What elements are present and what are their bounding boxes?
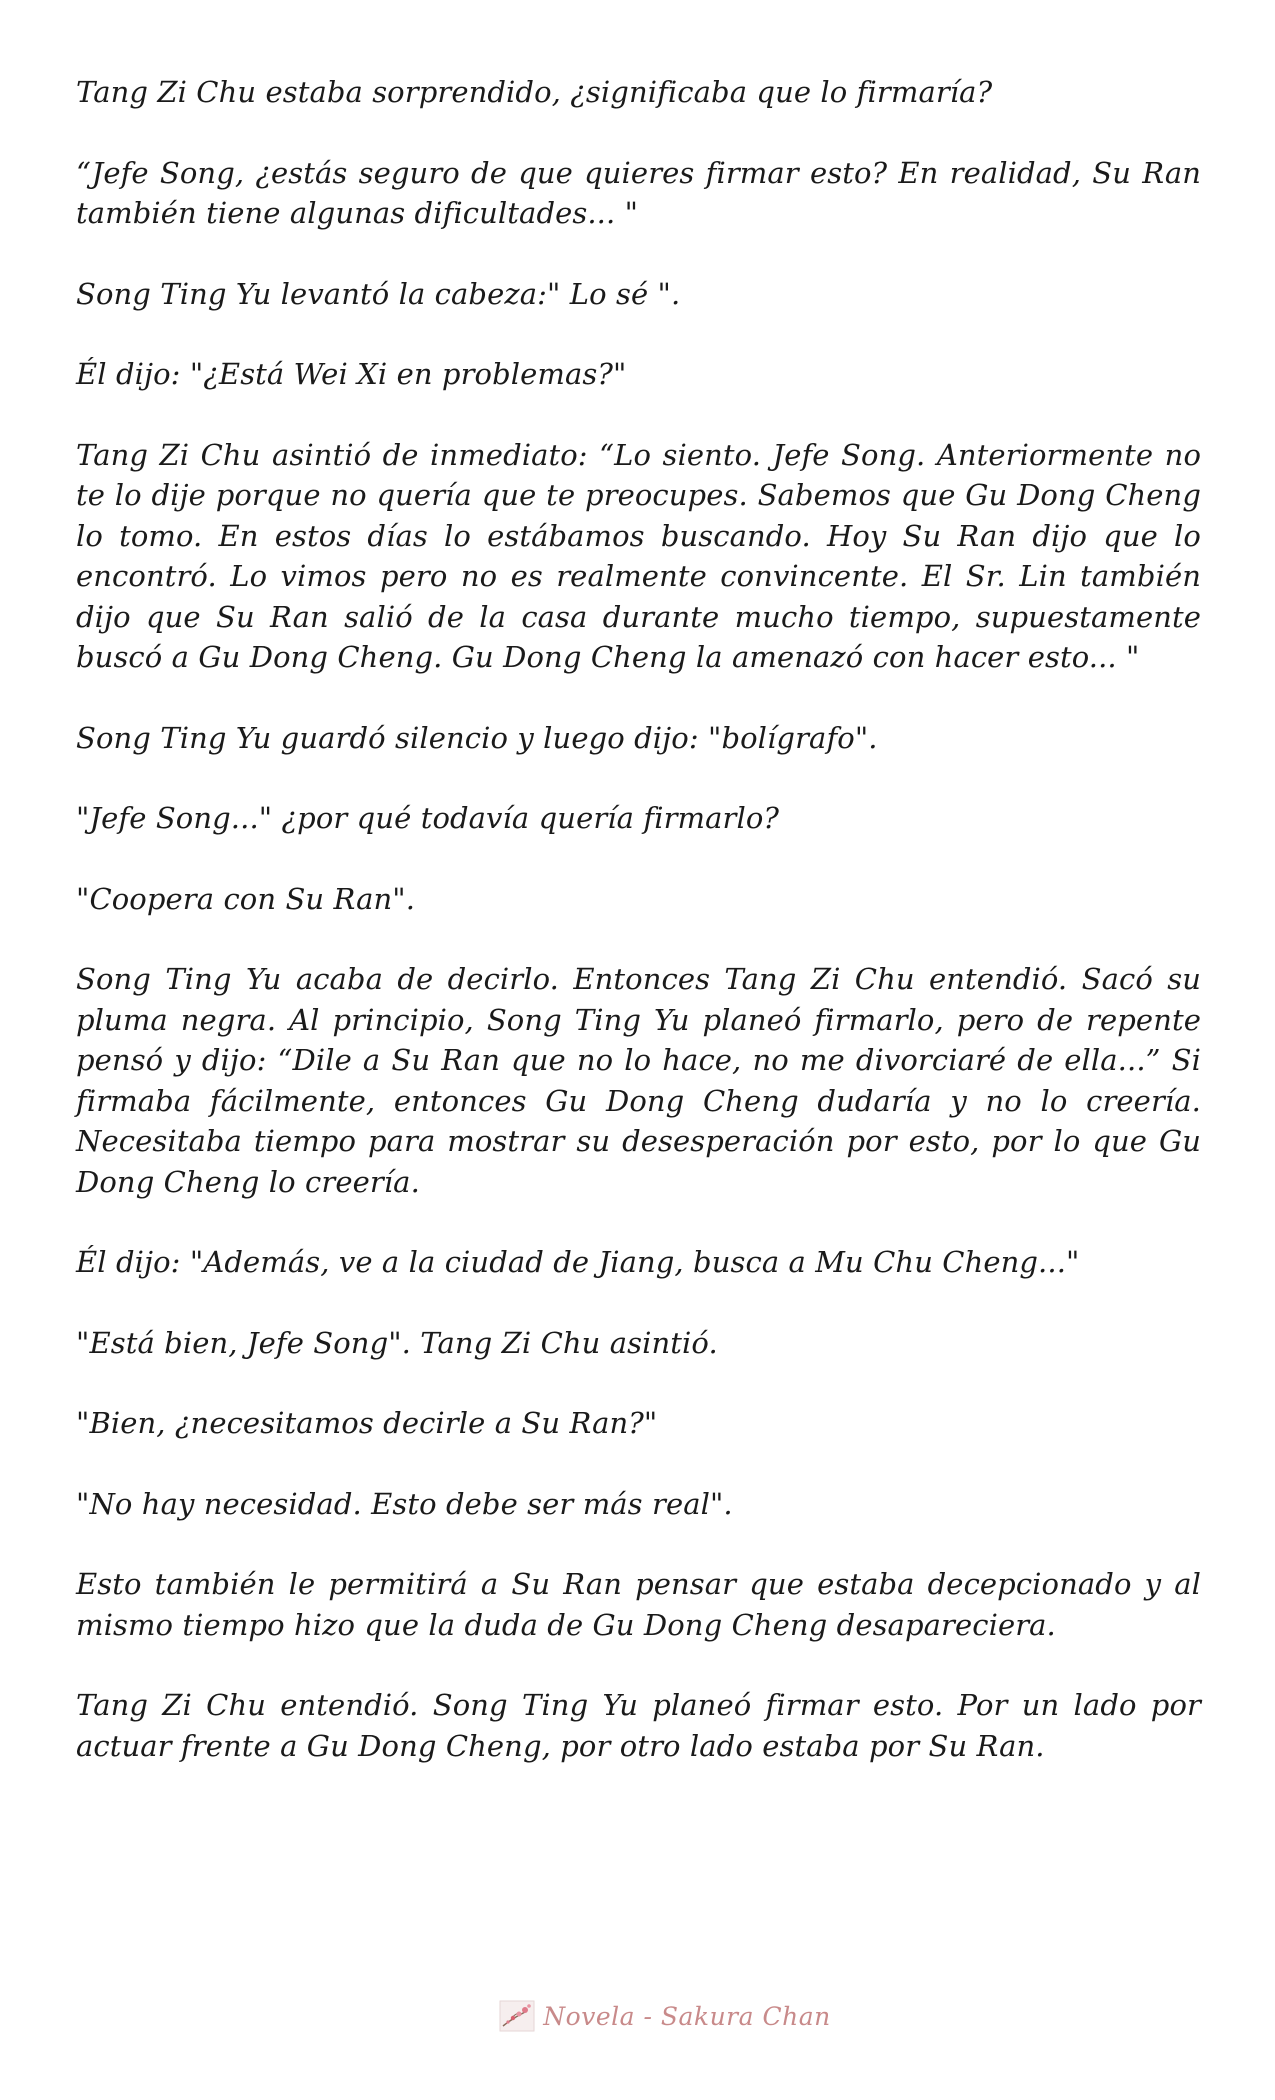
paragraph: “Jefe Song, ¿estás seguro de que quieres firmar esto? En realidad, Su Ran también tiene algunas dificultades... " (76, 155, 1201, 230)
paragraph: Tang Zi Chu estaba sorprendido, ¿significaba que lo firmaría? (76, 75, 993, 109)
paragraph: Song Ting Yu guardó silencio y luego dijo: "bolígrafo". (76, 720, 878, 755)
paragraph: Él dijo: "¿Está Wei Xi en problemas?" (76, 357, 627, 391)
paragraph: Song Ting Yu levantó la cabeza:" Lo sé ". (76, 276, 681, 311)
paragraph: "Jefe Song..." ¿por qué todavía quería firmarlo? (76, 801, 780, 835)
paragraph: Él dijo: "Además, ve a la ciudad de Jiang, busca a Mu Chu Cheng..." (76, 1245, 1080, 1279)
paragraph: Esto también le permitirá a Su Ran pensar que estaba decepcionado y al mismo tiempo hizo que la duda de Gu Dong Cheng desapareciera. (76, 1567, 1201, 1642)
footer-text: Novela - Sakura Chan (543, 2001, 831, 2031)
paragraph: Tang Zi Chu entendió. Song Ting Yu planeó firmar esto. Por un lado por actuar frente a Gu Dong Cheng, por otro lado estaba por Su Ran. (76, 1688, 1201, 1763)
paragraph: Song Ting Yu acaba de decirlo. Entonces Tang Zi Chu entendió. Sacó su pluma negra. Al principio, Song Ting Yu planeó firmarlo, pero de repente pensó y dijo: “Dile a Su Ran que no lo hace, no me divorciaré de ella...” Si firmaba fácilmente, entonces Gu Dong Cheng dudaría y no lo creería. Necesitaba tiempo para mostrar su desesperación por esto, por lo que Gu Dong Cheng lo creería. (76, 962, 1201, 1199)
footer-watermark (499, 2000, 830, 2032)
page-footer (0, 1996, 1275, 2036)
paragraph: "No hay necesidad. Esto debe ser más real". (76, 1486, 733, 1521)
sakura-flower-icon (499, 2000, 535, 2032)
paragraph: "Coopera con Su Ran". (76, 881, 416, 916)
document-body (76, 72, 1201, 1806)
paragraph: "Bien, ¿necesitamos decirle a Su Ran?" (76, 1406, 658, 1440)
paragraph: Tang Zi Chu asintió de inmediato: “Lo siento. Jefe Song. Anteriormente no te lo dije porque no quería que te preocupes. Sabemos que Gu Dong Cheng lo tomo. En estos días lo estábamos buscando. Hoy Su Ran dijo que lo encontró. Lo vimos pero no es realmente convincente. El Sr. Lin también dijo que Su Ran salió de la casa durante mucho tiempo, supuestamente buscó a Gu Dong Cheng. Gu Dong Cheng la amenazó con hacer esto... " (76, 437, 1201, 674)
paragraph: "Está bien, Jefe Song". Tang Zi Chu asintió. (76, 1325, 718, 1360)
